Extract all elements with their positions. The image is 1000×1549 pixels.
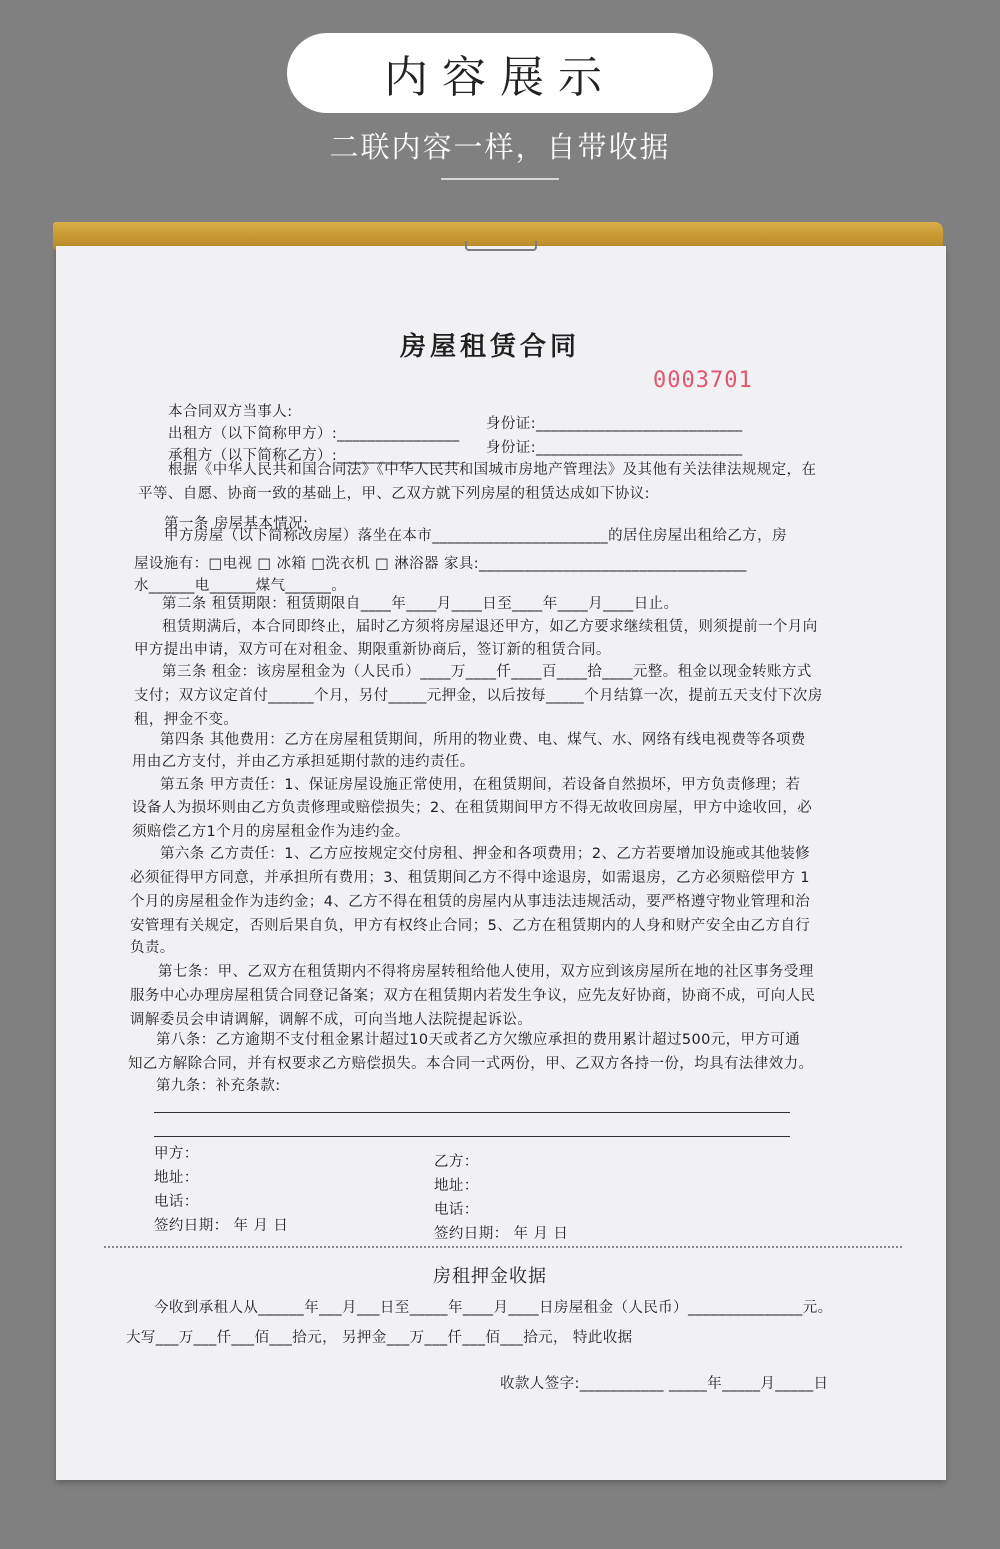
contract-line: 甲方提出申请，双方可在对租金、期限重新协商后，签订新的租赁合同。 <box>134 642 611 658</box>
tear-line <box>104 1246 902 1248</box>
contract-line: 第四条 其他费用：乙方在房屋租赁期间，所用的物业费、电、煤气、水、网络有线电视费等各项费 <box>160 732 806 748</box>
contract-line: 知乙方解除合同，并有权要求乙方赔偿损失。本合同一式两份，甲、乙双方各持一份，均具有法律效力。 <box>128 1056 814 1072</box>
contract-line: 须赔偿乙方1个月的房屋租金作为违约金。 <box>132 824 410 840</box>
contract-line: 负责。 <box>130 940 175 956</box>
contract-line: 第三条 租金：该房屋租金为（人民币）____万____仟____百____拾____元整。租金以现金转账方式 <box>162 664 812 680</box>
receipt-signature-line: 收款人签字:___________ _____年_____月_____日 <box>500 1376 829 1392</box>
contract-line: 甲方房屋（以下简称改房屋）落坐在本市_______________________的居住房屋出租给乙方，房 <box>164 528 787 544</box>
contract-line: 承租方（以下简称乙方）:________________ <box>168 448 460 464</box>
contract-line: 服务中心办理房屋租赁合同登记备案；双方在租赁期内若发生争议，应先友好协商，协商不成，可向人民 <box>130 988 816 1004</box>
contract-line: 出租方（以下简称甲方）:________________ <box>168 426 460 442</box>
phone-a-label: 电话： <box>154 1194 199 1210</box>
receipt-line: 大写___万___仟___佰___拾元， 另押金___万___仟___佰___拾元， 特此收据 <box>126 1330 633 1346</box>
subtitle-divider <box>441 178 559 180</box>
serial-number: 0003701 <box>653 368 753 393</box>
address-a-label: 地址： <box>154 1170 199 1186</box>
contract-line: 第二条 租赁期限：租赁期限自____年____月____日至____年____月____日止。 <box>162 596 679 612</box>
receipt-title: 房租押金收据 <box>433 1266 547 1287</box>
contract-line: 必须征得甲方同意，并承担所有费用；3、租赁期间乙方不得中途退房，如需退房，乙方必须赔偿甲方 1 <box>130 870 810 886</box>
date-b-label: 签约日期： 年 月 日 <box>434 1226 569 1242</box>
contract-line: 设备人为损坏则由乙方负责修理或赔偿损失；2、在租赁期间甲方不得无故收回房屋，甲方中途收回，必 <box>132 800 813 816</box>
contract-line: 调解委员会申请调解，调解不成，可向当地人法院提起诉讼。 <box>130 1012 533 1028</box>
staple <box>465 241 537 251</box>
banner-subtitle: 二联内容一样，自带收据 <box>329 130 671 164</box>
contract-line: 第六条 乙方责任：1、乙方应按规定交付房租、押金和各项费用；2、乙方若要增加设施或其他装修 <box>160 846 811 862</box>
contract-sheet <box>56 246 946 1480</box>
receipt-line: 今收到承租人从______年___月___日至_____年____月____日房屋租金（人民币）_______________元。 <box>154 1300 833 1316</box>
phone-b-label: 电话： <box>434 1202 479 1218</box>
contract-line: 根据《中华人民共和国合同法》《中华人民共和国城市房地产管理法》及其他有关法律法规规定，在 <box>168 462 817 478</box>
contract-line: 本合同双方当事人: <box>168 404 293 420</box>
contract-line: 第五条 甲方责任：1、保证房屋设施正常使用，在租赁期间，若设备自然损坏，甲方负责修理；若 <box>160 777 801 793</box>
contract-line: 第八条：乙方逾期不支付租金累计超过10天或者乙方欠缴应承担的费用累计超过500元，甲方可通 <box>156 1032 801 1048</box>
contract-line: 租赁期满后，本合同即终止，届时乙方须将房屋退还甲方，如乙方要求继续租赁，则须提前一个月向 <box>162 619 818 635</box>
contract-line: 屋设施有：□电视 □ 冰箱 □洗衣机 □ 淋浴器 家具:___________________________________ <box>134 556 747 572</box>
contract-line: 第七条：甲、乙双方在租赁期内不得将房屋转租给他人使用，双方应到该房屋所在地的社区事务受理 <box>158 964 814 980</box>
contract-line: 支付；双方议定首付______个月，另付_____元押金，以后按每_____个月结算一次，提前五天支付下次房 <box>134 688 823 704</box>
address-b-label: 地址： <box>434 1178 479 1194</box>
contract-line: 身份证:___________________________ <box>486 440 743 456</box>
contract-title: 房屋租赁合同 <box>400 332 581 362</box>
date-a-label: 签约日期： 年 月 日 <box>154 1218 289 1234</box>
contract-line: 租，押金不变。 <box>134 712 239 728</box>
contract-line: 个月的房屋租金作为违约金；4、乙方不得在租赁的房屋内从事违法违规活动，要严格遵守物业管理和治 <box>130 894 811 910</box>
supplement-line <box>154 1136 790 1137</box>
banner-title: 内容展示 <box>287 33 713 113</box>
contract-line: 第九条：补充条款: <box>156 1078 281 1094</box>
supplement-line <box>154 1112 790 1113</box>
party-b-label: 乙方： <box>434 1154 479 1170</box>
contract-line: 水______电______煤气______。 <box>134 578 347 594</box>
contract-line: 用由乙方支付，并由乙方承担延期付款的违约责任。 <box>132 754 475 770</box>
contract-line: 身份证:___________________________ <box>486 416 743 432</box>
party-a-label: 甲方： <box>154 1146 199 1162</box>
contract-line: 第一条 房屋基本情况: <box>164 516 309 532</box>
contract-line: 安管理有关规定，否则后果自负，甲方有权终止合同；5、乙方在租赁期内的人身和财产安全由乙方自行 <box>130 918 811 934</box>
contract-line: 平等、自愿、协商一致的基础上，甲、乙双方就下列房屋的租赁达成如下协议: <box>138 486 650 502</box>
